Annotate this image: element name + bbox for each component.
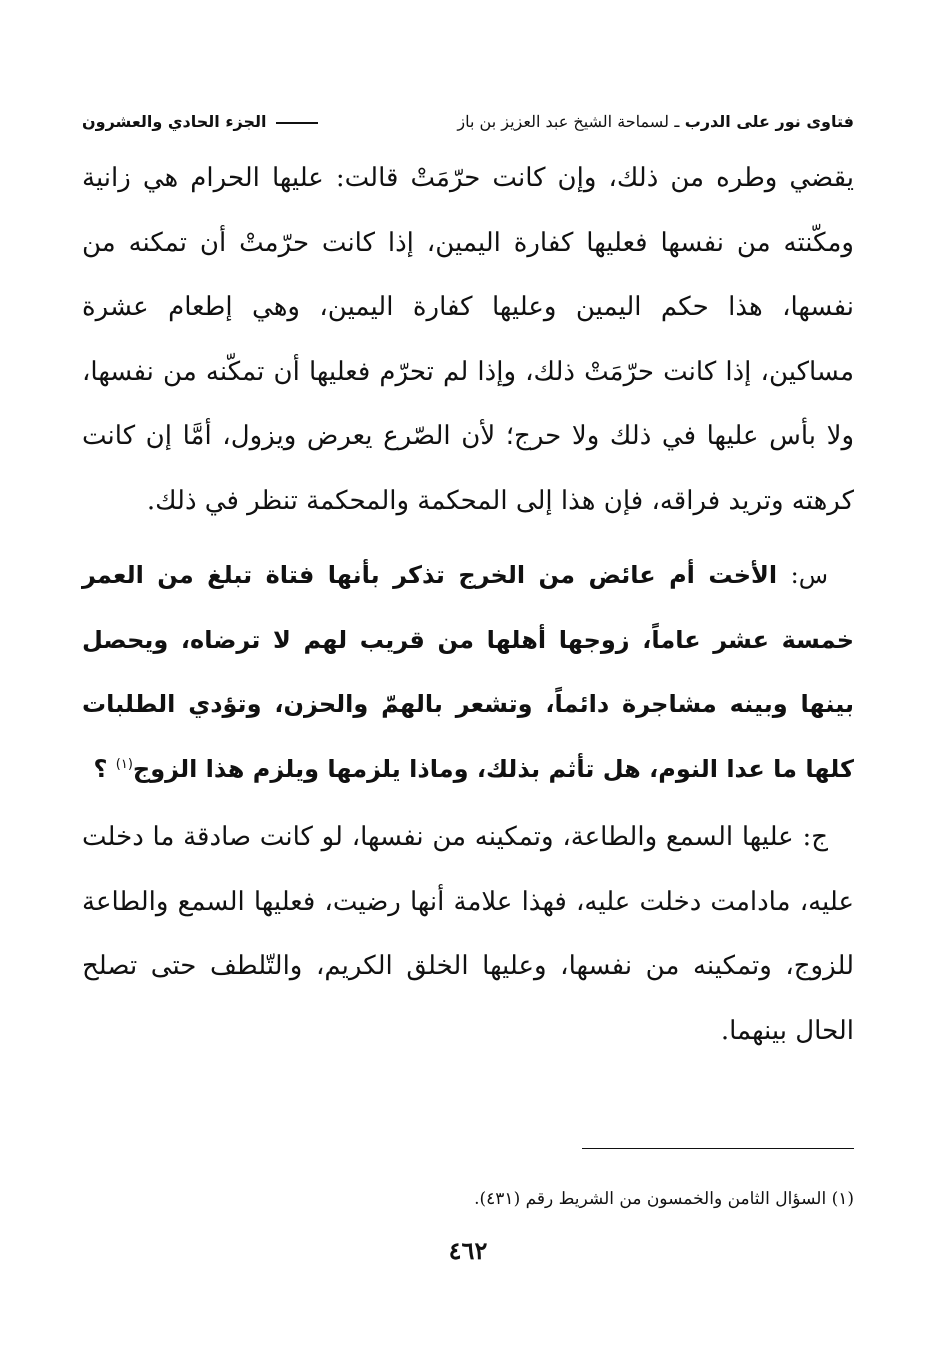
main-text [82, 146, 854, 1063]
continuation-paragraph: يقضي وطره من ذلك، وإن كانت حرّمَتْ قالت: عليها الحرام هي زانية ومكّنته من نفسها فعليها كفارة اليمين، إذا كانت حرّمتْ أن تمكنه من نفسها، هذا حكم اليمين وعليها كفارة اليمين، وهي إطعام عشرة مساكين، إذا كانت حرّمَتْ ذلك، وإذا لم تحرّم فعليها أن تمكّنه من نفسها، ولا بأس عليها في ذلك ولا حرج؛ لأن الصّرع يعرض ويزول، أمَّا إن كانت كرهته وتريد فراقه، فإن هذا إلى المحكمة والمحكمة تنظر في ذلك. [82, 163, 854, 516]
running-header [82, 104, 854, 140]
answer-prefix: ج: [802, 822, 828, 852]
footnote-reference: (١) [115, 756, 133, 772]
footnote-marker: (١) [831, 1189, 854, 1209]
footnote-divider [582, 1148, 854, 1149]
footnote [82, 1186, 854, 1212]
footnote-text: السؤال الثامن والخمسون من الشريط رقم (٤٣١). [474, 1189, 827, 1209]
question-prefix: س: [790, 561, 829, 589]
book-title: فتاوى نور على الدرب [684, 112, 854, 131]
header-separator-short: ـ [668, 112, 680, 132]
header-left-part [457, 110, 854, 134]
header-separator-long [276, 122, 318, 124]
author-name: لسماحة الشيخ عبد العزيز بن باز [457, 112, 669, 131]
question-mark: ؟ [93, 754, 108, 783]
header-right-part [82, 110, 322, 134]
answer-text: عليها السمع والطاعة، وتمكينه من نفسها، لو كانت صادقة ما دخلت عليه، مادامت دخلت عليه، فهذا علامة أنها رضيت، فعليها السمع والطاعة للزوج، وتمكينه من نفسها، وعليها الخلق الكريم، والتّلطف حتى تصلح الحال بينهما. [82, 822, 854, 1046]
question-text: الأخت أم عائض من الخرج تذكر بأنها فتاة تبلغ من العمر خمسة عشر عاماً، زوجها أهلها من قريب لهم لا ترضاه، ويحصل بينها وبينه مشاجرة دائماً، وتشعر بالهمّ والحزن، وتؤدي الطلبات كلها ما عدا النوم، هل تأثم بذلك، وماذا يلزمها ويلزم هذا الزوج [82, 561, 854, 783]
question-paragraph [82, 543, 854, 801]
page-number: ٤٦٢ [448, 1236, 488, 1265]
answer-paragraph [82, 805, 854, 1063]
volume-title: الجزء الحادي والعشرون [82, 112, 267, 131]
